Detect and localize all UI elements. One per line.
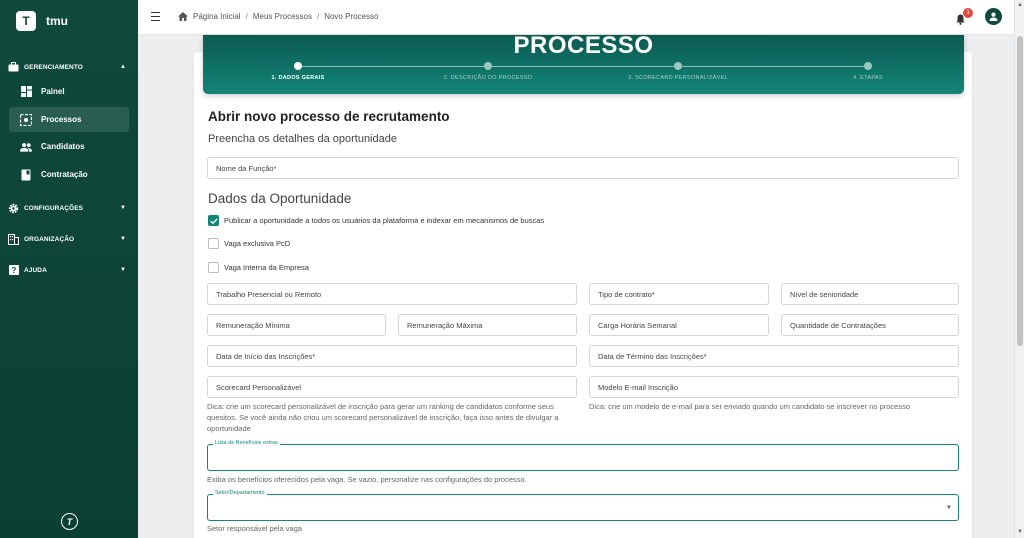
checkbox-label: Vaga exclusiva PcD — [224, 239, 291, 248]
form-subtitle: Preencha os detalhes da oportunidade — [208, 133, 397, 145]
home-icon[interactable] — [178, 12, 188, 21]
form-title: Abrir novo processo de recrutamento — [208, 109, 450, 124]
benefits-input[interactable] — [207, 444, 959, 471]
process-icon — [20, 114, 32, 126]
sidebar-section-organizacao[interactable] — [0, 229, 138, 249]
dashboard-icon — [20, 86, 32, 98]
breadcrumb — [178, 12, 378, 21]
benefits-label: Lista de Benefícios extras — [215, 440, 278, 446]
brand-logo: T — [16, 11, 36, 31]
step-label-1[interactable]: 1. DADOS GERAIS — [271, 75, 325, 81]
sidebar-item-painel[interactable] — [9, 79, 129, 104]
checkbox-icon[interactable] — [208, 262, 219, 273]
sidebar-item-contratacao[interactable] — [9, 162, 129, 187]
step-label-3[interactable]: 3. SCORECARD PERSONALIZÁVEL — [628, 75, 728, 81]
benefits-hint: Exiba os benefícios oferecidos pela vaga. Se vazio, personalize nas configurações do processo. — [207, 475, 527, 484]
sidebar-section-gerenciamento[interactable] — [0, 57, 138, 77]
breadcrumb-current: Novo Processo — [324, 12, 379, 21]
sidebar-section-label: ORGANIZAÇÃO — [24, 235, 75, 243]
page-scrollbar[interactable] — [1014, 0, 1024, 538]
checkbox-label: Vaga Interna da Empresa — [224, 263, 309, 272]
checkbox-label: Publicar a oportunidade a todos os usuários da plataforma e indexar em mecanismos de buscas — [224, 216, 545, 225]
chevron-down-icon: ▼ — [119, 267, 126, 273]
brand-name: tmu — [46, 14, 68, 28]
section-title: Dados da Oportunidade — [208, 191, 352, 206]
chevron-down-icon: ▼ — [119, 205, 126, 211]
svg-text:?: ? — [11, 266, 16, 275]
scroll-up-arrow-icon[interactable]: ▲ — [1017, 2, 1023, 8]
sidebar-item-candidatos[interactable] — [9, 134, 129, 159]
job-name-field[interactable]: Nome da Função* — [207, 157, 959, 179]
contract-type-select[interactable]: Tipo de contrato* — [589, 283, 769, 305]
seniority-select[interactable]: Nível de senioridade — [781, 283, 959, 305]
scorecard-hint: Dica: crie um scorecard personalizável de inscrição para gerar um ranking de candidatos conforme seus quesitos. Se você ainda não criou um scorecard personalizável de inscrição, faça isso antes de divulgar a oportunidade — [207, 402, 559, 433]
step-dot-1[interactable] — [294, 62, 302, 70]
checkbox-icon[interactable] — [208, 238, 219, 249]
sidebar-item-processos[interactable] — [9, 107, 129, 132]
chevron-down-icon: ▼ — [119, 236, 126, 242]
sidebar-item-label: Processos — [41, 115, 82, 124]
briefcase-icon — [8, 62, 19, 73]
weekly-hours-field[interactable]: Carga Horária Semanal — [589, 314, 769, 336]
sidebar-section-label: GERENCIAMENTO — [24, 63, 83, 71]
checkbox-checked-icon[interactable] — [208, 215, 219, 226]
step-dot-4[interactable] — [864, 62, 872, 70]
sidebar-section-configuracoes[interactable] — [0, 198, 138, 218]
people-icon — [20, 141, 32, 153]
max-pay-field[interactable]: Remuneração Máxima — [398, 314, 577, 336]
chevron-down-icon[interactable]: ▼ — [946, 505, 952, 511]
sidebar-section-label: AJUDA — [24, 266, 47, 274]
footer-logo: T — [61, 513, 78, 530]
step-dot-2[interactable] — [484, 62, 492, 70]
stepper-title: PROCESSO — [513, 35, 654, 59]
step-dot-3[interactable] — [674, 62, 682, 70]
top-bar — [138, 0, 1024, 35]
scorecard-select[interactable]: Scorecard Personalizável — [207, 376, 577, 398]
work-mode-select[interactable]: Trabalho Presencial ou Remoto — [207, 283, 577, 305]
pcd-checkbox[interactable] — [208, 238, 290, 249]
step-label-2[interactable]: 2. DESCRIÇÃO DO PROCESSO — [443, 75, 533, 81]
help-icon — [8, 265, 19, 276]
start-date-field[interactable]: Data de Início das Inscrições* — [207, 345, 577, 367]
breadcrumb-separator: / — [245, 12, 248, 21]
menu-icon[interactable] — [151, 12, 160, 21]
breadcrumb-separator: / — [316, 12, 320, 21]
scrollbar-thumb[interactable] — [1017, 36, 1023, 346]
chevron-up-icon: ▲ — [119, 64, 126, 70]
hire-count-field[interactable]: Quantidade de Contratações — [781, 314, 959, 336]
sidebar-item-label: Contratação — [41, 170, 88, 179]
contract-icon — [20, 169, 32, 181]
email-model-hint: Dica: crie um modelo de e-mail para ser enviado quando um candidato se inscrever no processo — [589, 402, 911, 411]
scroll-down-arrow-icon[interactable]: ▼ — [1017, 529, 1023, 535]
notification-badge: 1 — [963, 8, 973, 18]
publish-checkbox[interactable] — [208, 215, 544, 226]
department-select[interactable] — [207, 494, 959, 521]
sidebar-section-label: CONFIGURAÇÕES — [24, 204, 84, 212]
internal-checkbox[interactable] — [208, 262, 309, 273]
step-label-4[interactable]: 4. ETAPAS — [853, 75, 883, 81]
sidebar-item-label: Painel — [41, 87, 65, 96]
sidebar-item-label: Candidatos — [41, 142, 85, 151]
process-stepper — [203, 35, 964, 94]
department-hint: Setor responsável pela vaga — [207, 524, 303, 533]
email-model-select[interactable]: Modelo E-mail Inscrição — [589, 376, 959, 398]
sidebar — [0, 0, 138, 538]
gear-icon — [8, 203, 19, 214]
building-icon — [8, 234, 19, 245]
sidebar-section-ajuda[interactable] — [0, 260, 138, 280]
brand[interactable] — [16, 11, 68, 31]
breadcrumb-home[interactable]: Página Inicial — [193, 12, 241, 21]
breadcrumb-processes[interactable]: Meus Processos — [252, 12, 312, 21]
end-date-field[interactable]: Data de Término das Inscrições* — [589, 345, 959, 367]
department-label: Setor/Departamento — [215, 490, 265, 496]
stepper-line — [298, 66, 868, 67]
min-pay-field[interactable]: Remuneração Mínima — [207, 314, 386, 336]
avatar[interactable] — [985, 8, 1002, 25]
